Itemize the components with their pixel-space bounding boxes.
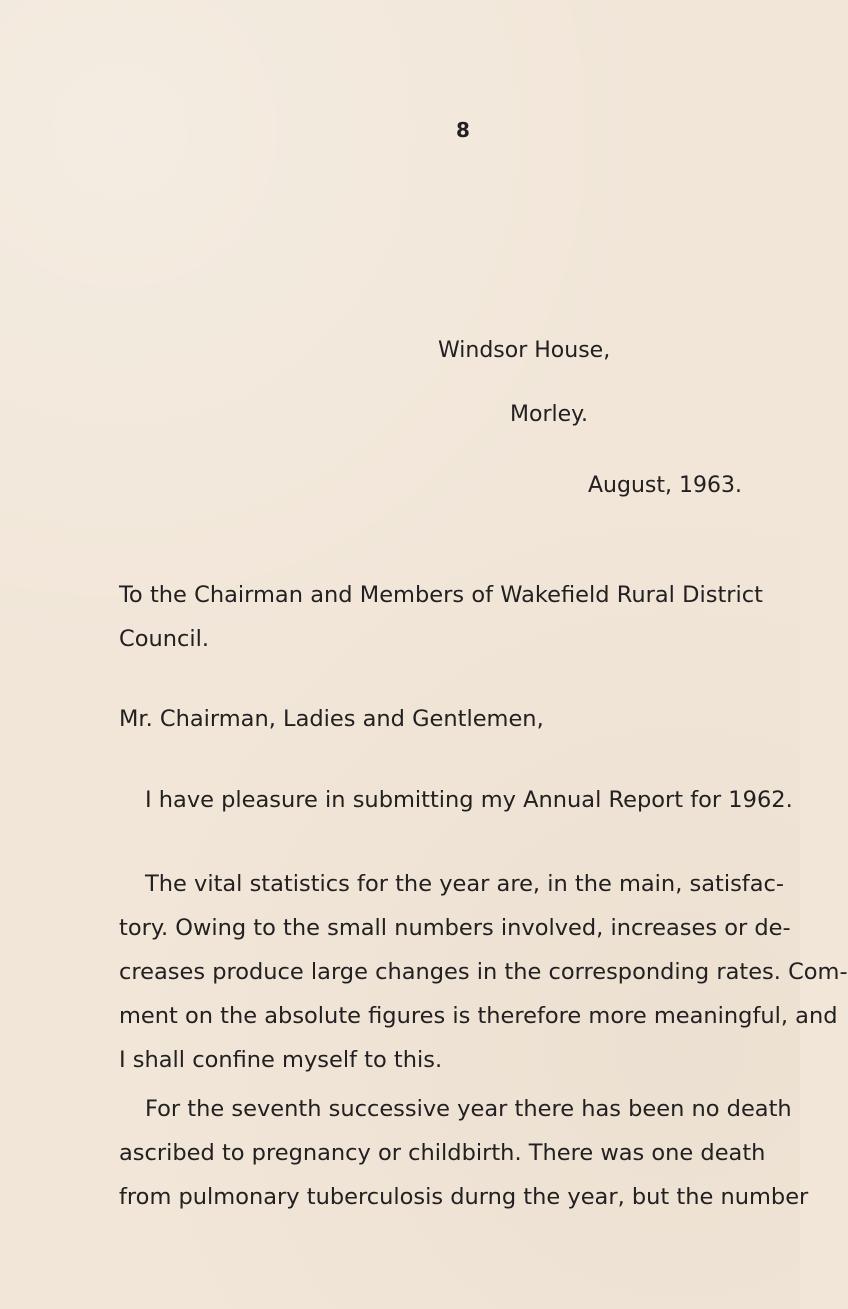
paragraph-1-line-1: I have pleasure in submitting my Annual Report for 1962. xyxy=(145,787,793,813)
paragraph-2-line-1: The vital statistics for the year are, in the main, satisfac- xyxy=(145,871,784,897)
paragraph-3-line-1: For the seventh successive year there has been no death xyxy=(145,1096,792,1122)
paragraph-3 xyxy=(119,1087,809,1219)
page-number: 8 xyxy=(456,118,470,142)
paragraph-2-line-2: tory. Owing to the small numbers involved, increases or de- xyxy=(119,915,791,941)
address-line-1: Windsor House, xyxy=(438,338,611,363)
addressee-block xyxy=(119,573,763,661)
address-line-2: Morley. xyxy=(510,402,589,427)
paragraph-2-line-5: I shall confine myself to this. xyxy=(119,1047,443,1073)
addressee-line-1: To the Chairman and Members of Wakefield Rural District xyxy=(119,582,763,608)
greeting-line: Mr. Chairman, Ladies and Gentlemen, xyxy=(119,706,544,732)
addressee-line-2: Council. xyxy=(119,626,210,652)
paragraph-3-line-3: from pulmonary tuberculosis durng the year, but the number xyxy=(119,1184,809,1210)
paragraph-2-line-3: creases produce large changes in the corresponding rates. Com- xyxy=(119,959,848,985)
paragraph-2-line-4: ment on the absolute figures is therefore more meaningful, and xyxy=(119,1003,838,1029)
paragraph-3-line-2: ascribed to pregnancy or childbirth. There was one death xyxy=(119,1140,766,1166)
letter-date: August, 1963. xyxy=(588,473,742,498)
paragraph-2 xyxy=(119,862,848,1082)
greeting xyxy=(119,697,763,741)
paragraph-1 xyxy=(119,778,793,822)
